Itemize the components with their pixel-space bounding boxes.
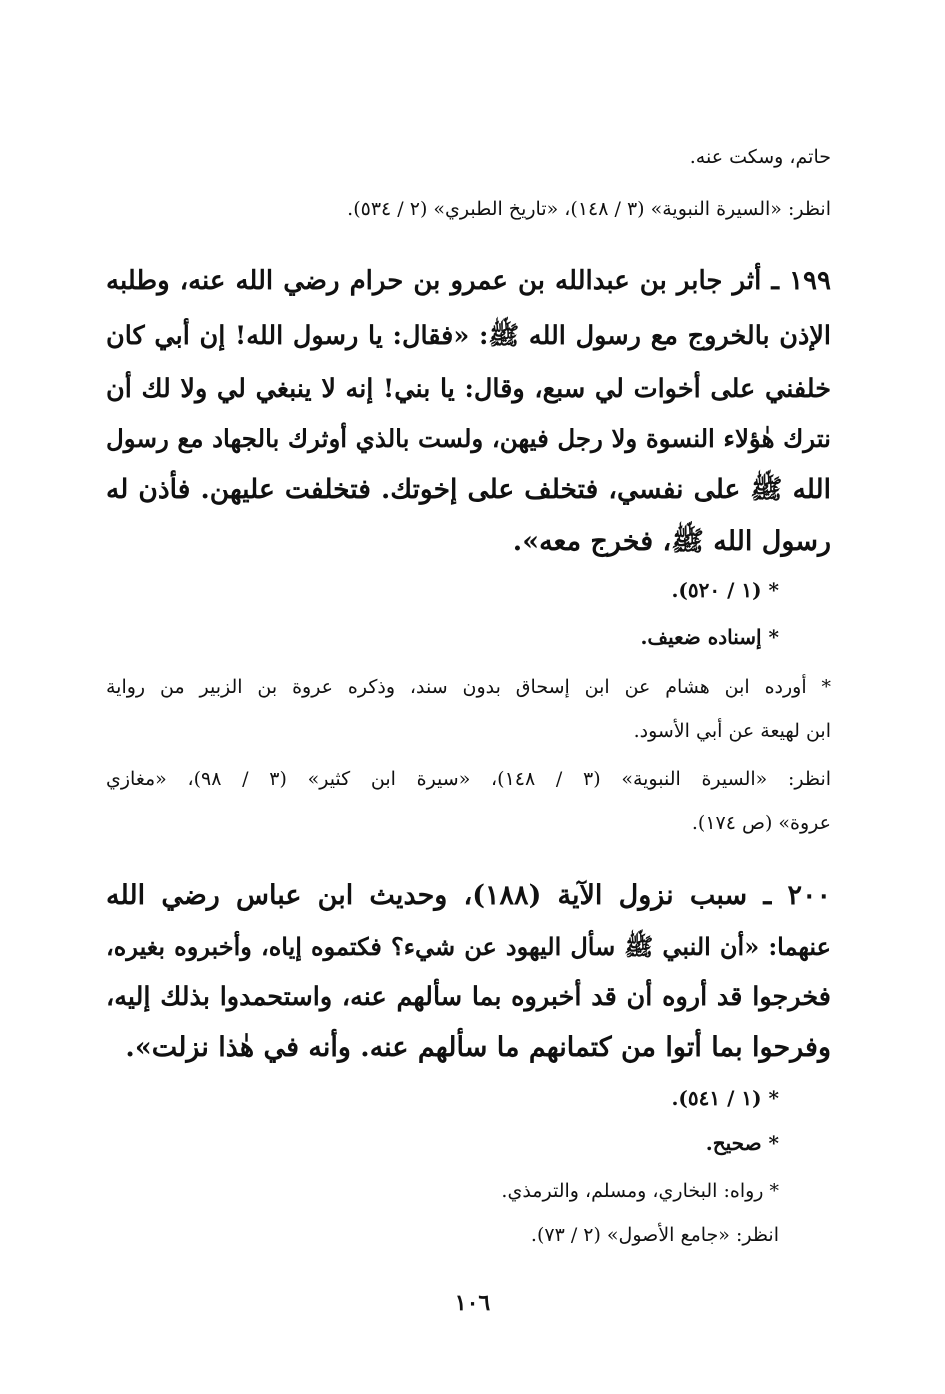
entry-200-reference: * (١ / ٥٤١). — [671, 1086, 779, 1110]
entry-199-line-2: الإذن بالخروج مع رسول الله ﷺ: «فقال: يا رسول الله! إن أبي كان — [106, 321, 831, 351]
entry-199-note-line-2: ابن لهيعة عن أبي الأسود. — [633, 720, 831, 742]
entry-199-note-line-1: * أورده ابن هشام عن ابن إسحاق بدون سند، وذكره عروة بن الزبير من رواية — [106, 676, 831, 698]
entry-199-line-1: ١٩٩ ـ أثر جابر بن عبدالله بن عمرو بن حرام رضي الله عنه، وطلبه — [106, 266, 831, 296]
entry-200-grade: * صحيح. — [705, 1131, 779, 1155]
entry-200-line-2: عنهما: «أن النبي ﷺ سأل اليهود عن شيء؟ فكتموه إياه، وأخبروه بغيره، — [106, 932, 831, 961]
entry-200-line-3: فخرجوا قد أروه أن قد أخبروه بما سألهم عنه، واستحمدوا بذلك إليه، — [106, 982, 831, 1012]
page-number: ١٠٦ — [454, 1290, 491, 1316]
entry-200-line-1: ٢٠٠ ـ سبب نزول الآية (١٨٨)، وحديث ابن عباس رضي الله — [106, 880, 831, 911]
entry-200-line-4: وفرحوا بما أتوا من كتمانهم ما سألهم عنه. وأنه في هٰذا نزلت». — [125, 1032, 831, 1063]
entry-199-grade: * إسناده ضعيف. — [640, 625, 779, 649]
top-reference-line: انظر: «السيرة النبوية» (٣ / ١٤٨)، «تاريخ الطبري» (٢ / ٥٣٤). — [347, 198, 831, 220]
entry-200-see: انظر: «جامع الأصول» (٢ / ٧٣). — [530, 1224, 779, 1246]
entry-199-line-5: الله ﷺ على نفسي، فتخلف على إخوتك. فتخلفت عليهن. فأذن له — [106, 474, 831, 505]
entry-199-line-3: خلفني على أخوات لي سبع، وقال: يا بني! إنه لا ينبغي لي ولا لك أن — [106, 374, 831, 404]
entry-199-reference: * (١ / ٥٢٠). — [671, 578, 779, 602]
entry-199-see-line-2: عروة» (ص ١٧٤). — [691, 812, 831, 834]
entry-200-narrators: * رواه: البخاري، ومسلم، والترمذي. — [501, 1180, 779, 1202]
top-line-1: حاتم، وسكت عنه. — [689, 146, 831, 168]
entry-199-see-line-1: انظر: «السيرة النبوية» (٣ / ١٤٨)، «سيرة ابن كثير» (٣ / ٩٨)، «مغازي — [106, 768, 832, 790]
entry-199-line-6: رسول الله ﷺ، فخرج معه». — [512, 526, 831, 557]
entry-199-line-4: نترك هٰؤلاء النسوة ولا رجل فيهن، ولست بالذي أوثرك بالجهاد مع رسول — [106, 424, 831, 453]
